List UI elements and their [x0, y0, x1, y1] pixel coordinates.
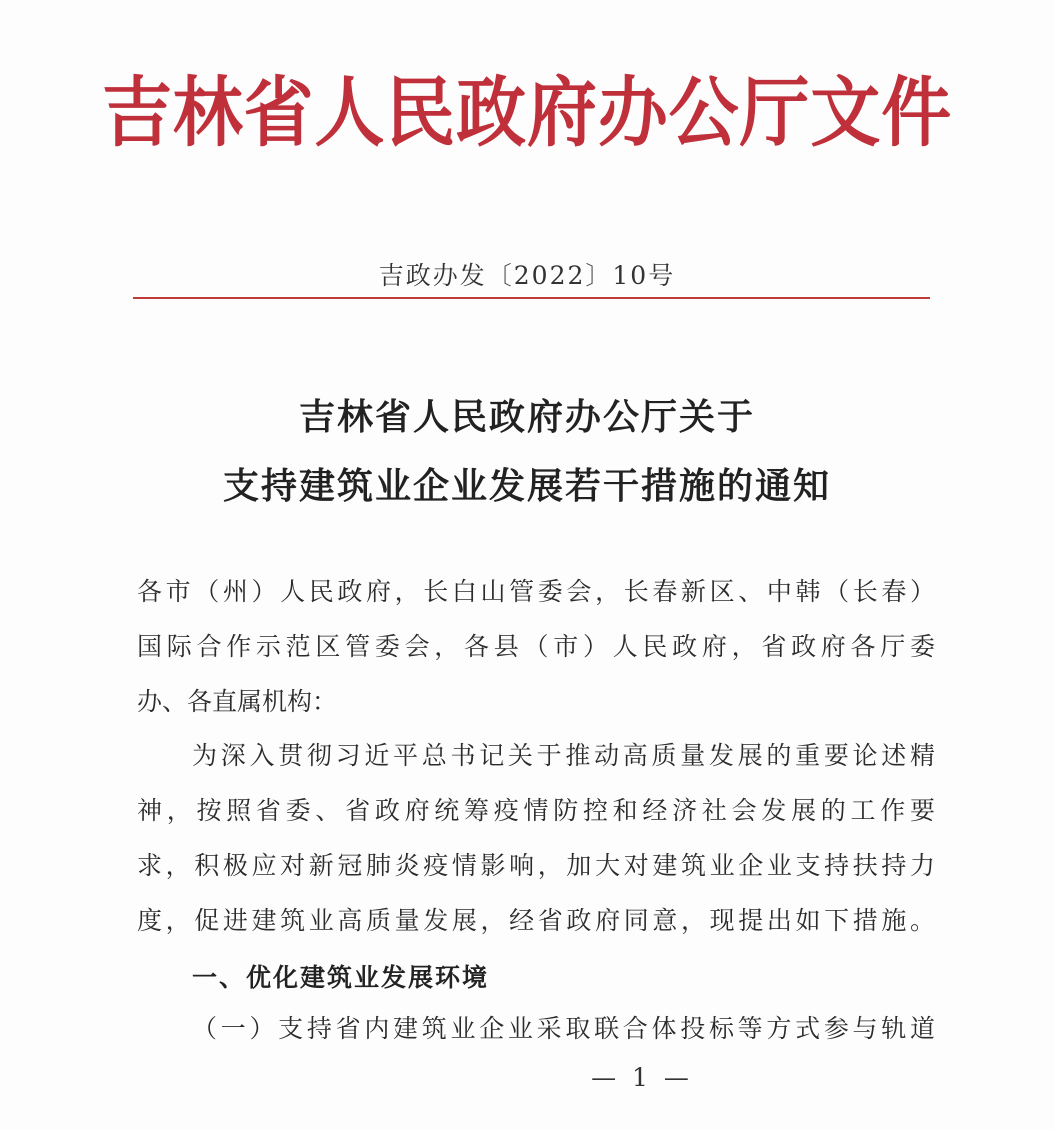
notice-title-line-1: 吉林省人民政府办公厅关于 [298, 397, 755, 438]
intro-line-3: 求，积极应对新冠肺炎疫情影响，加大对建筑业企业支持扶持力 [137, 851, 935, 880]
addressee-line-2: 国际合作示范区管委会，各县（市）人民政府，省政府各厅委 [137, 632, 935, 661]
intro-line-4: 度，促进建筑业高质量发展，经省政府同意，现提出如下措施。 [137, 906, 935, 935]
section-1-item-1: （一）支持省内建筑业企业采取联合体投标等方式参与轨道 [192, 1014, 935, 1043]
intro-line-1: 为深入贯彻习近平总书记关于推动高质量发展的重要论述精 [192, 741, 935, 770]
intro-line-2: 神，按照省委、省政府统筹疫情防控和经济社会发展的工作要 [137, 796, 935, 825]
red-divider-rule [133, 297, 930, 299]
page-number: — 1 — [591, 1063, 693, 1092]
notice-title-line-2: 支持建筑业企业发展若干措施的通知 [222, 466, 831, 507]
addressee-line-3: 办、各直属机构： [137, 687, 338, 716]
section-heading-1: 一、优化建筑业发展环境 [192, 963, 490, 992]
document-number: 吉政办发〔2022〕10号 [378, 261, 676, 290]
addressee-line-1: 各市（州）人民政府，长白山管委会，长春新区、中韩（长春） [137, 577, 935, 606]
masthead-title: 吉林省人民政府办公厅文件 [101, 68, 953, 157]
